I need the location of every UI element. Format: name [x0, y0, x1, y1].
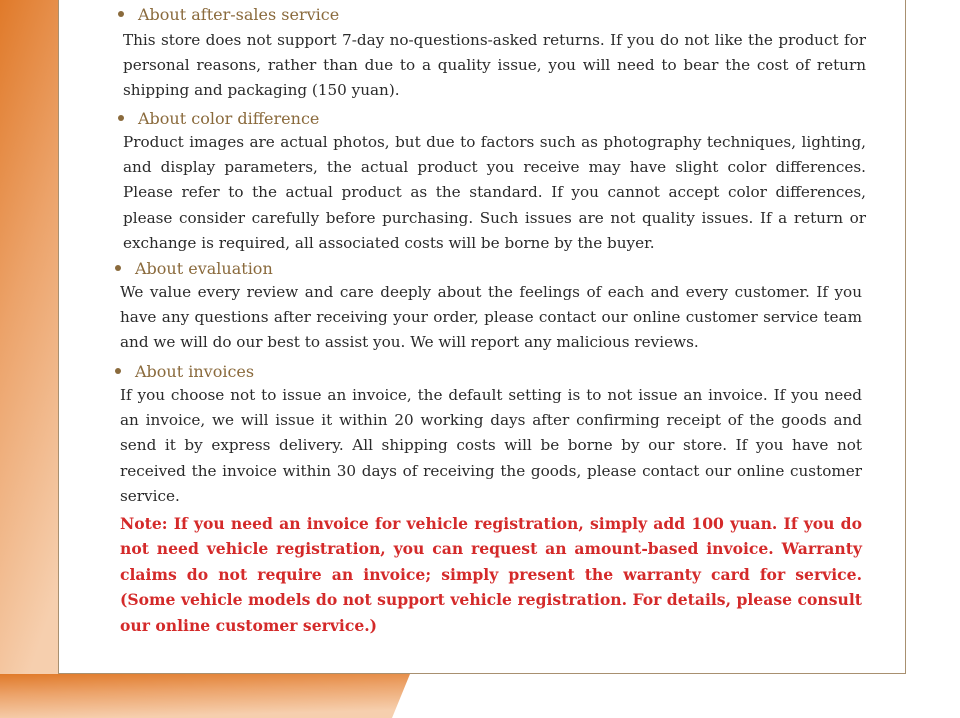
- bullet-icon: [115, 265, 121, 271]
- section-color-difference: [118, 106, 866, 256]
- bullet-icon: [115, 368, 121, 374]
- section-body: If you choose not to issue an invoice, the default setting is to not issue an invoice. If you need an invoice, we will issue it within 20 working days after confirming receipt of the goods and send it by express delivery. All shipping costs will be borne by our store. If you have not received the invoice within 30 days of receiving the goods, please contact our online customer service.: [120, 386, 862, 505]
- section-heading-text: About color difference: [138, 108, 320, 128]
- section-heading: [118, 106, 866, 130]
- section-after-sales: [118, 2, 866, 104]
- section-heading: [115, 359, 862, 383]
- invoice-note: Note: If you need an invoice for vehicle registration, simply add 100 yuan. If you do not need vehicle registration, you can request an amount-based invoice. Warranty claims do not require an invoice; simply present the warranty card for service. (Some vehicle models do not support vehicle registration. For details, please consult our online customer service.): [120, 514, 862, 635]
- section-heading-text: About invoices: [135, 361, 255, 381]
- section-evaluation: [115, 256, 862, 356]
- section-heading-text: About evaluation: [135, 258, 273, 278]
- bullet-icon: [118, 11, 124, 17]
- section-body: Product images are actual photos, but due to factors such as photography techniques, lighting, and display parameters, the actual product you receive may have slight color differences. Please refer to the actual product as the standard. If you cannot accept color differences, please consider carefully before purchasing. Such issues are not quality issues. If a return or exchange is required, all associated costs will be borne by the buyer.: [123, 133, 866, 252]
- section-heading: [115, 256, 862, 280]
- section-body: We value every review and care deeply about the feelings of each and every customer. If you have any questions after receiving your order, please contact our online customer service team and we will do our best to assist you. We will report any malicious reviews.: [120, 283, 862, 352]
- section-invoices: [115, 359, 862, 509]
- section-heading: [118, 2, 866, 26]
- bullet-icon: [118, 115, 124, 121]
- section-heading-text: About after-sales service: [138, 4, 340, 24]
- section-body: This store does not support 7-day no-questions-asked returns. If you do not like the product for personal reasons, rather than due to a quality issue, you will need to bear the cost of return shipping and packaging (150 yuan).: [123, 31, 866, 100]
